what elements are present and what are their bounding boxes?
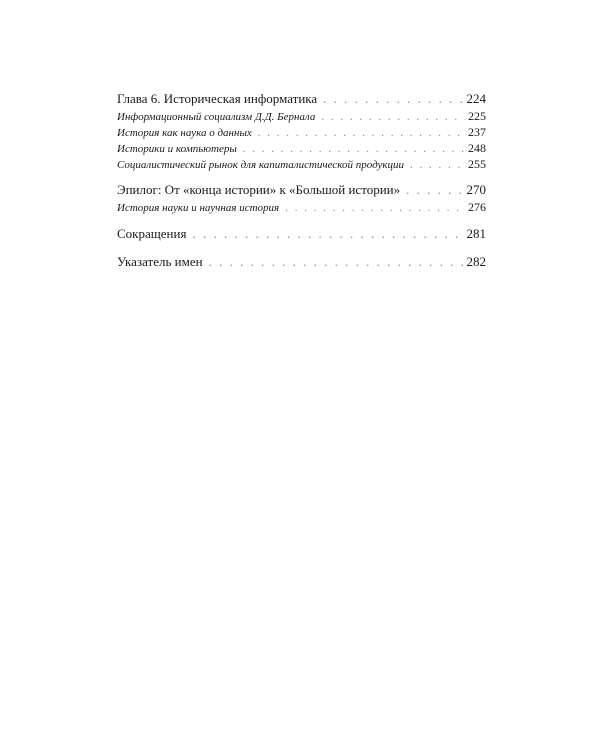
toc-page-number: 237 xyxy=(468,125,486,139)
toc-epilogue[interactable] xyxy=(117,181,486,199)
toc-entry-title: Информационный социализм Д.Д. Бернала xyxy=(117,111,316,123)
dot-leader xyxy=(209,253,464,271)
dot-leader xyxy=(243,141,465,157)
toc-entry-title: Глава 6. Историческая информатика xyxy=(117,91,318,106)
toc-entry-title: Социалистический рынок для капиталистической продукции xyxy=(117,159,405,171)
toc-section[interactable] xyxy=(117,156,486,172)
toc-page-number: 224 xyxy=(466,91,486,106)
toc-entry-title: Сокращения xyxy=(117,226,187,241)
toc-section[interactable] xyxy=(117,124,486,140)
spacer xyxy=(117,215,486,225)
toc-page-number: 248 xyxy=(468,141,486,155)
toc-section[interactable] xyxy=(117,199,486,215)
toc-page-number: 282 xyxy=(466,254,486,269)
dot-leader xyxy=(406,181,463,199)
toc-page-number: 255 xyxy=(468,157,486,171)
toc-section[interactable] xyxy=(117,140,486,156)
toc-entry-title: Указатель имен xyxy=(117,254,203,269)
toc-entry-title: Историки и компьютеры xyxy=(117,143,237,155)
dot-leader xyxy=(258,125,465,141)
spacer xyxy=(117,172,486,181)
dot-leader xyxy=(192,225,463,243)
dot-leader xyxy=(323,90,463,108)
dot-leader xyxy=(285,200,465,216)
toc-abbreviations[interactable] xyxy=(117,225,486,243)
toc-chapter-6[interactable] xyxy=(117,90,486,108)
dot-leader xyxy=(410,157,465,173)
toc-page-number: 270 xyxy=(466,182,486,197)
toc-name-index[interactable] xyxy=(117,253,486,271)
toc-section[interactable] xyxy=(117,108,486,124)
dot-leader xyxy=(321,109,465,125)
toc-entry-title: История науки и научная история xyxy=(117,202,280,214)
toc-page-number: 225 xyxy=(468,109,486,123)
table-of-contents xyxy=(117,90,486,271)
toc-page-number: 281 xyxy=(466,226,486,241)
toc-entry-title: Эпилог: От «конца истории» к «Большой истории» xyxy=(117,182,401,197)
toc-entry-title: История как наука о данных xyxy=(117,127,252,139)
spacer xyxy=(117,243,486,253)
toc-page-number: 276 xyxy=(468,200,486,214)
